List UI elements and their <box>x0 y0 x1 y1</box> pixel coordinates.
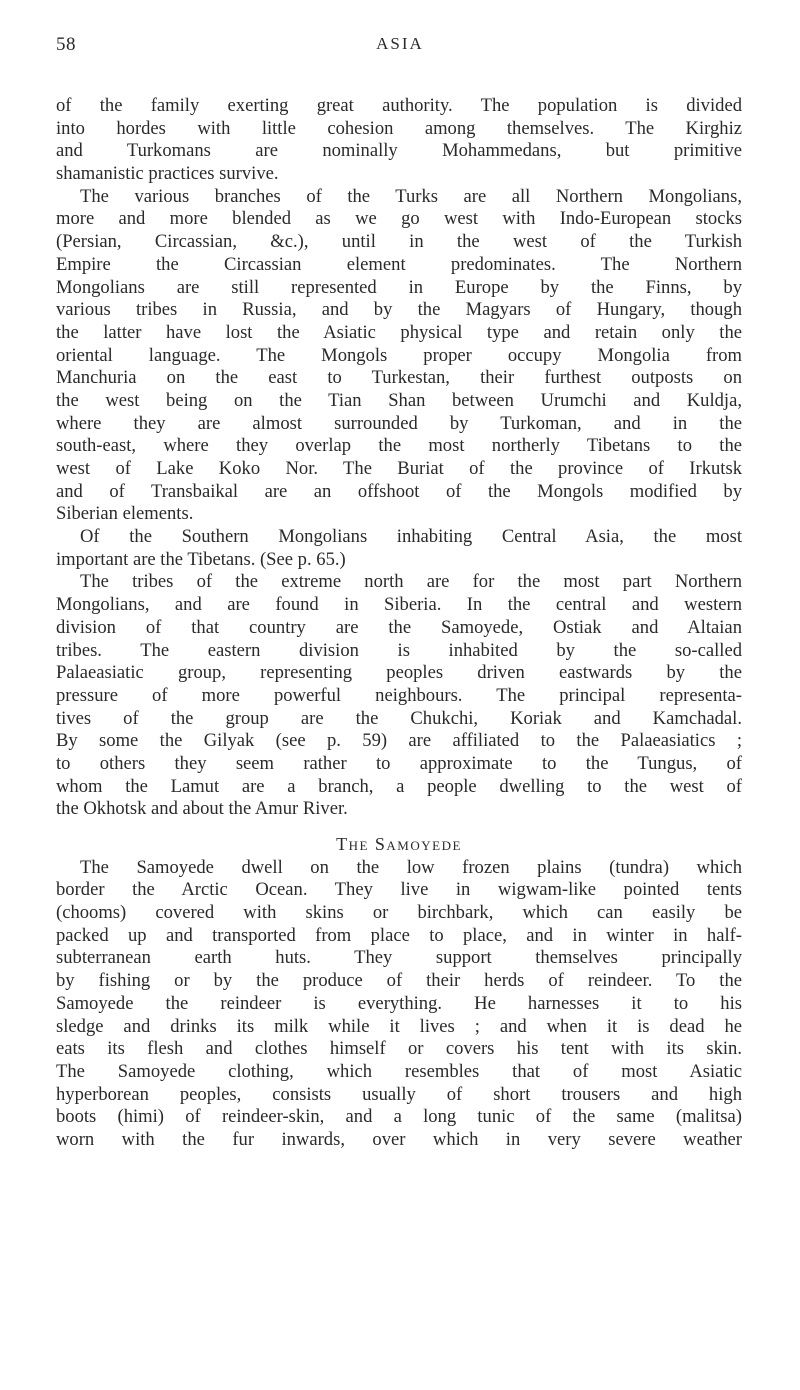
text-line: the Okhotsk and about the Amur River. <box>56 798 348 820</box>
text-line: The tribes of the extreme north are for the most part Northern <box>80 571 742 593</box>
page-number: 58 <box>56 34 76 55</box>
text-line: where they are almost surrounded by Turkoman, and in the <box>56 412 742 434</box>
text-line: border the Arctic Ocean. They live in wigwam-like pointed tents <box>56 879 742 901</box>
text-line: tribes. The eastern division is inhabited by the so-called <box>56 639 742 661</box>
text-line: boots (himi) of reindeer-skin, and a long tunic of the same (malitsa) <box>56 1106 742 1128</box>
text-line: By some the Gilyak (see p. 59) are affiliated to the Palaeasiatics ; <box>56 730 742 752</box>
text-line: worn with the fur inwards, over which in very severe weather <box>56 1128 742 1150</box>
text-line: The Samoyede dwell on the low frozen plains (tundra) which <box>80 856 742 878</box>
text-line: The various branches of the Turks are all Northern Mongolians, <box>80 185 742 207</box>
body-text <box>56 95 742 1152</box>
paragraph <box>56 526 742 571</box>
running-head: ASIA <box>376 34 424 53</box>
text-line: tives of the group are the Chukchi, Koriak and Kamchadal. <box>56 707 742 729</box>
text-line: The Samoyede clothing, which resembles that of most Asiatic <box>56 1060 742 1082</box>
paragraph <box>56 571 742 821</box>
text-line: important are the Tibetans. (See p. 65.) <box>56 548 346 570</box>
text-line: subterranean earth huts. They support themselves principally <box>56 947 742 969</box>
text-line: west of Lake Koko Nor. The Buriat of the province of Irkutsk <box>56 458 742 479</box>
text-line: division of that country are the Samoyede, Ostiak and Altaian <box>56 616 742 638</box>
text-line: Mongolians are still represented in Europe by the Finns, by <box>56 276 742 298</box>
text-line: to others they seem rather to approximate to the Tungus, of <box>56 752 742 774</box>
paragraph <box>56 186 742 526</box>
text-line: Siberian elements. <box>56 503 194 525</box>
text-line: sledge and drinks its milk while it lives ; and when it is dead he <box>56 1015 742 1037</box>
text-line: the west being on the Tian Shan between Urumchi and Kuldja, <box>56 389 742 411</box>
text-line: Of the Southern Mongolians inhabiting Central Asia, the most <box>80 526 742 548</box>
text-line: by fishing or by the produce of their herds of reindeer. To the <box>56 970 742 992</box>
paragraph <box>56 95 742 186</box>
text-line: south-east, where they overlap the most northerly Tibetans to the <box>56 435 742 457</box>
text-line: Palaeasiatic group, representing peoples driven eastwards by the <box>56 662 742 684</box>
text-line: (chooms) covered with skins or birchbark, which can easily be <box>56 902 742 924</box>
text-line: and Turkomans are nominally Mohammedans, but primitive <box>56 140 742 162</box>
text-line: into hordes with little cohesion among themselves. The Kirghiz <box>56 117 742 139</box>
text-line: of the family exerting great authority. The population is divided <box>56 95 742 116</box>
text-line: hyperborean peoples, consists usually of short trousers and high <box>56 1083 742 1105</box>
text-line: Empire the Circassian element predominates. The Northern <box>56 253 742 275</box>
text-line: eats its flesh and clothes himself or covers his tent with its skin. <box>56 1038 742 1060</box>
text-line: Manchuria on the east to Turkestan, their furthest outposts on <box>56 367 742 389</box>
text-line: packed up and transported from place to place, and in winter in half- <box>56 924 742 946</box>
text-line: (Persian, Circassian, &c.), until in the west of the Turkish <box>56 231 742 253</box>
text-line: whom the Lamut are a branch, a people dwelling to the west of <box>56 775 742 797</box>
text-line: Samoyede the reindeer is everything. He harnesses it to his <box>56 992 742 1014</box>
text-line: shamanistic practices survive. <box>56 163 279 185</box>
paragraph <box>56 857 742 1152</box>
text-line: and of Transbaikal are an offshoot of the Mongols modified by <box>56 480 742 502</box>
text-line: the latter have lost the Asiatic physical type and retain only the <box>56 321 742 343</box>
text-line: pressure of more powerful neighbours. The principal representa- <box>56 684 742 706</box>
text-line: various tribes in Russia, and by the Magyars of Hungary, though <box>56 299 742 321</box>
text-line: oriental language. The Mongols proper occupy Mongolia from <box>56 344 742 366</box>
text-line: more and more blended as we go west with Indo-European stocks <box>56 208 742 230</box>
section-heading: The Samoyede <box>336 834 462 854</box>
text-line: Mongolians, and are found in Siberia. In the central and western <box>56 594 742 616</box>
